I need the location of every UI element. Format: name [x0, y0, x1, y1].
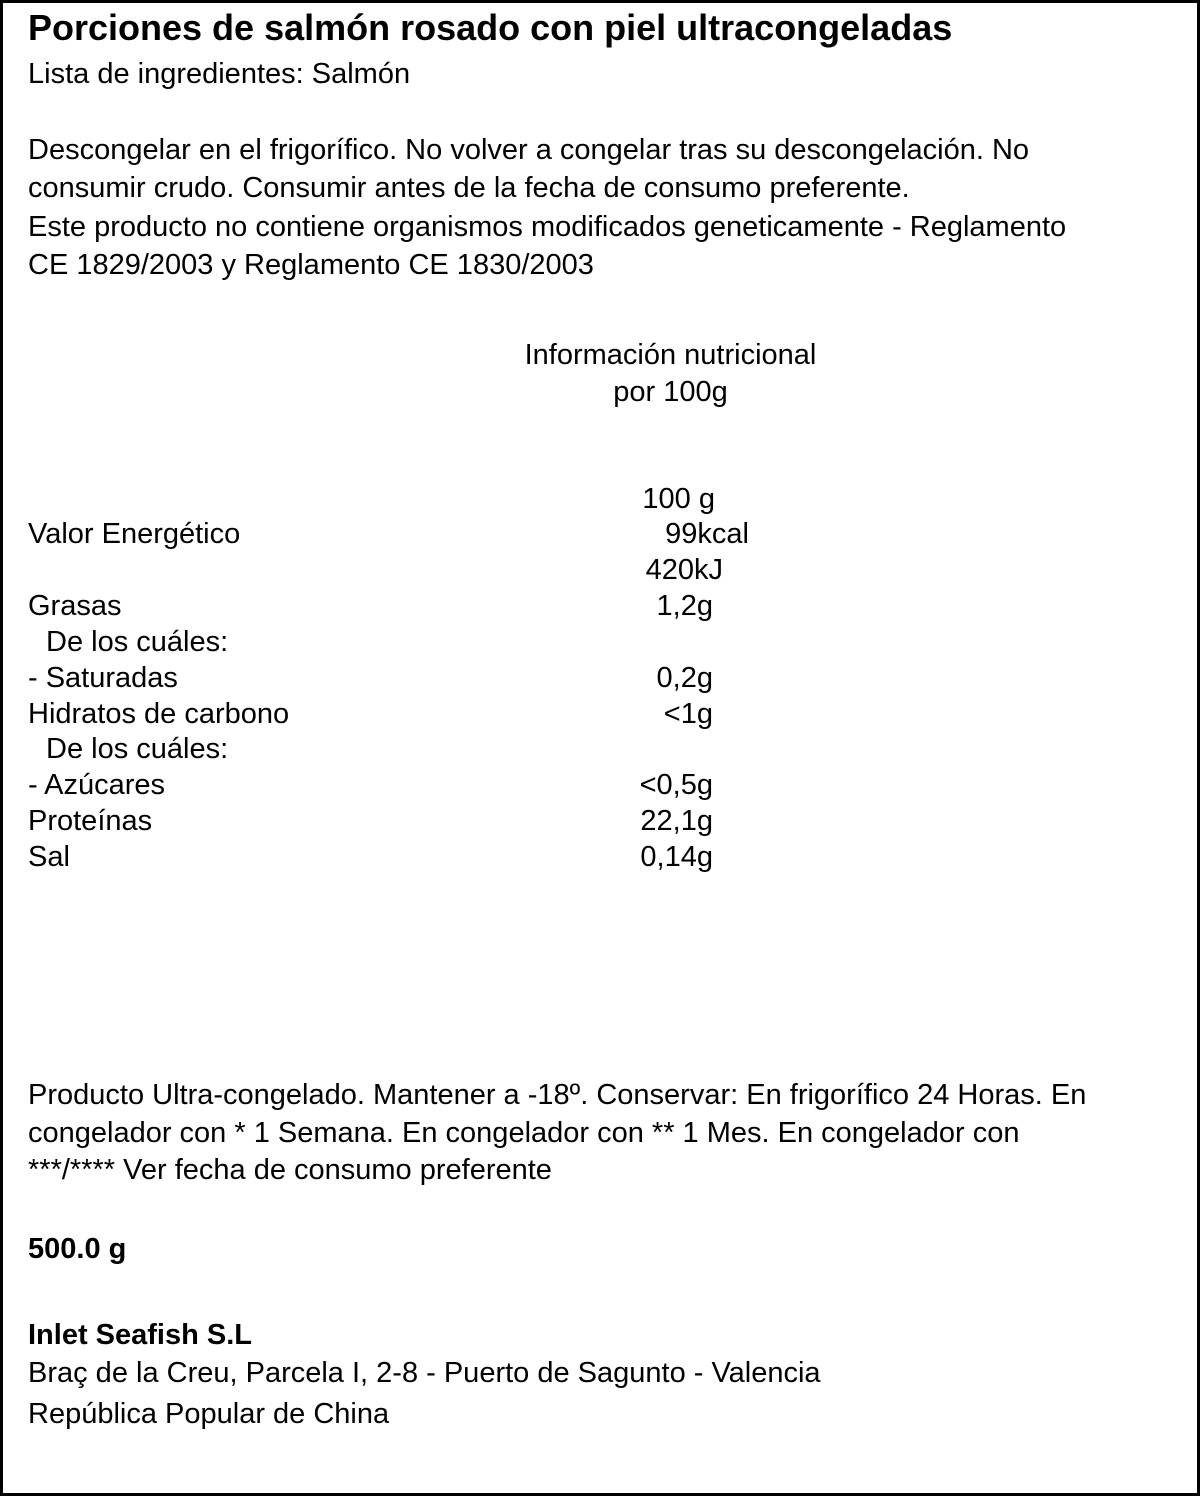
company-name: Inlet Seafish S.L [28, 1319, 252, 1351]
nutrition-row-label: Proteínas [28, 805, 153, 837]
nutrition-row-label: Hidratos de carbono [28, 698, 290, 730]
company-country: República Popular de China [28, 1398, 390, 1430]
nutrition-row-value: 1,2g [656, 590, 713, 622]
nutrition-row-value: <0,5g [639, 769, 713, 801]
nutrition-row-label: Sal [28, 841, 70, 873]
nutrition-column-header: 100 g [642, 483, 715, 515]
storage-line-1: Producto Ultra-congelado. Mantener a -18º. Conservar: En frigorífico 24 Horas. En [28, 1079, 1087, 1111]
nutrition-subheading: por 100g [613, 376, 728, 408]
product-title: Porciones de salmón rosado con piel ultracongeladas [28, 7, 953, 48]
nutrition-row-label: De los cuáles: [46, 733, 229, 765]
nutrition-heading: Información nutricional [524, 339, 817, 371]
nutrition-row-value: 420kJ [645, 554, 723, 586]
storage-line-3: ***/**** Ver fecha de consumo preferente [28, 1154, 552, 1186]
nutrition-row-label: - Saturadas [28, 662, 178, 694]
nutrition-row-value: 99kcal [665, 518, 749, 550]
ingredients-list: Lista de ingredientes: Salmón [28, 58, 411, 90]
instructions-line-2: consumir crudo. Consumir antes de la fecha de consumo preferente. [28, 172, 910, 204]
nutrition-row-label: - Azúcares [28, 769, 165, 801]
gmo-notice-line-2: CE 1829/2003 y Reglamento CE 1830/2003 [28, 249, 594, 281]
nutrition-row-label: De los cuáles: [46, 626, 229, 658]
gmo-notice-line-1: Este producto no contiene organismos modificados geneticamente - Reglamento [28, 211, 1067, 243]
nutrition-row-label: Valor Energético [28, 518, 241, 550]
nutrition-row-value: 0,2g [656, 662, 713, 694]
nutrition-row-value: 0,14g [640, 841, 713, 873]
company-address: Braç de la Creu, Parcela I, 2-8 - Puerto de Sagunto - Valencia [28, 1357, 821, 1389]
net-weight: 500.0 g [28, 1233, 127, 1265]
nutrition-row-value: 22,1g [640, 805, 713, 837]
nutrition-row-value: <1g [663, 698, 713, 730]
storage-line-2: congelador con * 1 Semana. En congelador con ** 1 Mes. En congelador con [28, 1117, 1020, 1149]
instructions-line-1: Descongelar en el frigorífico. No volver a congelar tras su descongelación. No [28, 134, 1030, 166]
nutrition-row-label: Grasas [28, 590, 122, 622]
